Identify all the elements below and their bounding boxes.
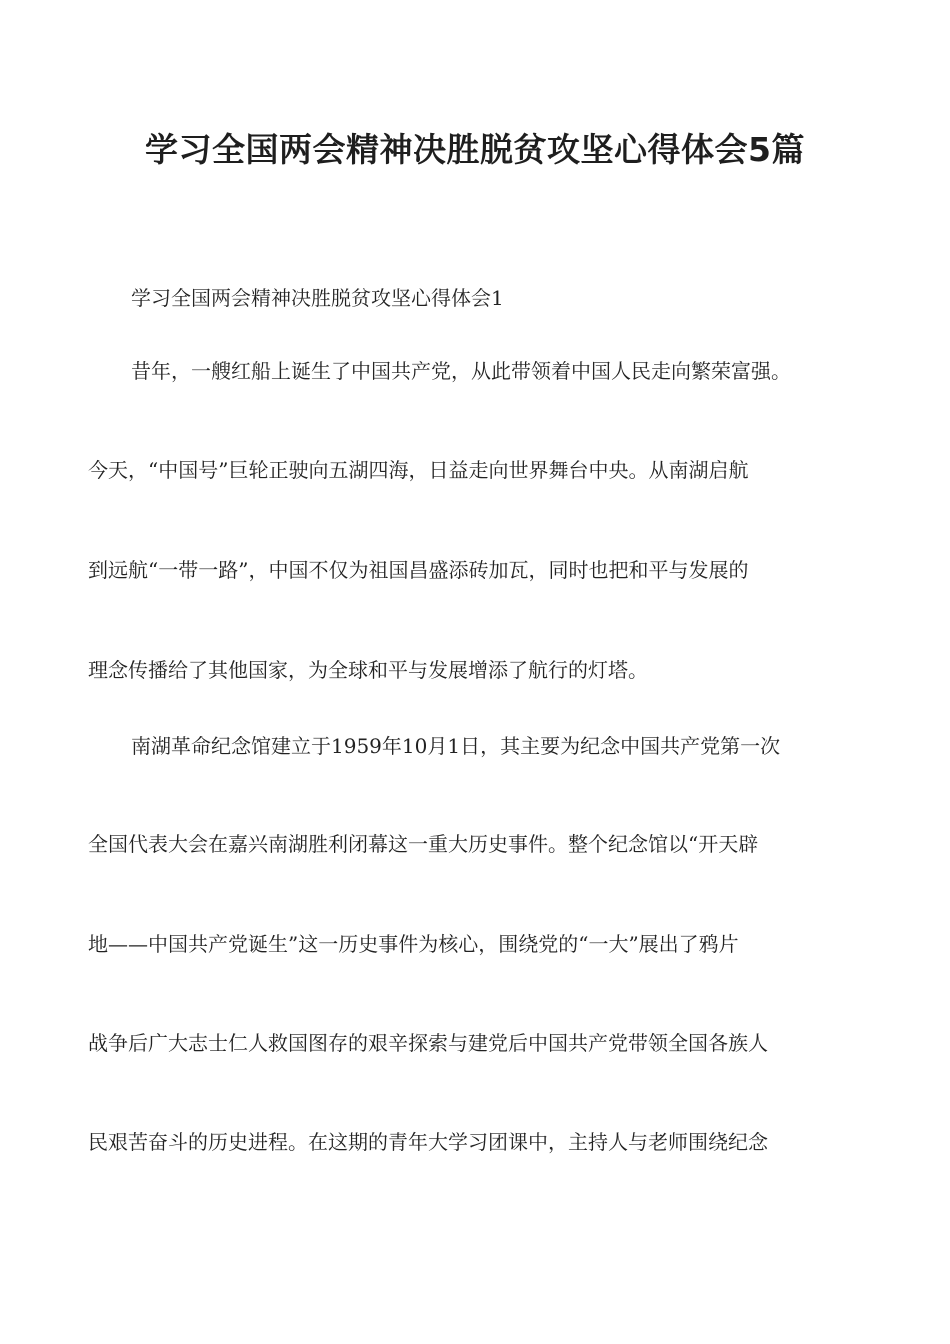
paragraph-line: 全国代表大会在嘉兴南湖胜利闭幕这一重大历史事件。整个纪念馆以“开天辟 [88,832,759,856]
paragraph-line: 到远航“一带一路”，中国不仅为祖国昌盛添砖加瓦，同时也把和平与发展的 [88,558,749,582]
paragraph-line: 战争后广大志士仁人救国图存的艰辛探索与建党后中国共产党带领全国各族人 [88,1031,768,1055]
paragraph-line: 今天，“中国号”巨轮正驶向五湖四海，日益走向世界舞台中央。从南湖启航 [88,458,749,482]
paragraph-line: 地——中国共产党诞生”这一历史事件为核心，围绕党的“一大”展出了鸦片 [88,932,739,956]
paragraph-line: 民艰苦奋斗的历史进程。在这期的青年大学习团课中，主持人与老师围绕纪念 [88,1130,768,1154]
paragraph-line: 昔年，一艘红船上诞生了中国共产党，从此带领着中国人民走向繁荣富强。 [131,359,791,383]
paragraph-line: 南湖革命纪念馆建立于1959年10月1日，其主要为纪念中国共产党第一次 [131,734,781,758]
paragraph-line: 理念传播给了其他国家，为全球和平与发展增添了航行的灯塔。 [88,658,648,682]
section-heading: 学习全国两会精神决胜脱贫攻坚心得体会1 [131,286,504,310]
document-title: 学习全国两会精神决胜脱贫攻坚心得体会5篇 [145,130,805,169]
